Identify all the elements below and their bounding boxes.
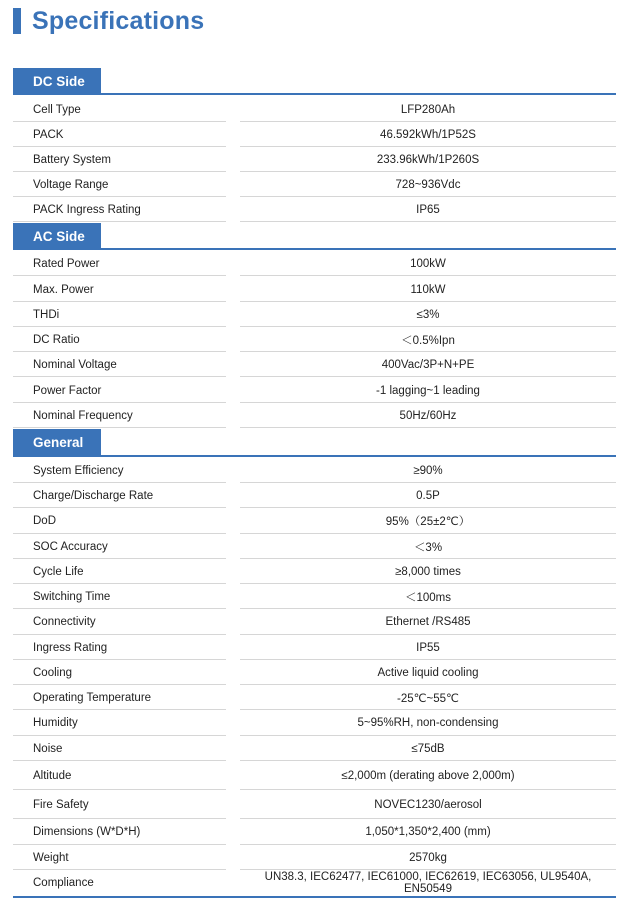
spec-row (13, 710, 616, 736)
row-separator (13, 275, 226, 276)
spec-value: ≥90% (413, 464, 443, 477)
spec-value: 728~936Vdc (395, 178, 461, 191)
spec-value: NOVEC1230/aerosol (374, 798, 482, 811)
section-header: General (13, 429, 101, 455)
spec-value: IP65 (416, 203, 440, 216)
spec-row (13, 122, 616, 147)
spec-value: 1,050*1,350*2,400 (mm) (365, 826, 491, 838)
spec-label: Nominal Voltage (33, 358, 117, 371)
spec-value: 95%（25±2℃） (385, 516, 471, 528)
spec-label: Cooling (33, 666, 72, 679)
spec-label: THDi (33, 308, 60, 321)
spec-row (13, 845, 616, 870)
spec-row (13, 534, 616, 559)
spec-label: Altitude (33, 769, 72, 782)
spec-row (13, 352, 616, 377)
spec-row (13, 790, 616, 819)
spec-value: 110kW (410, 283, 446, 296)
section-divider (13, 248, 616, 250)
spec-value: ＜3% (413, 541, 443, 554)
spec-label: Compliance (33, 876, 94, 889)
spec-label: Nominal Frequency (33, 409, 133, 422)
spec-value: -1 lagging~1 leading (376, 384, 480, 397)
spec-value: -25℃~55℃ (397, 692, 459, 705)
section-header: DC Side (13, 68, 101, 94)
spec-label: Power Factor (33, 384, 102, 397)
spec-value: ≤3% (416, 308, 440, 321)
spec-value: ≤75dB (411, 742, 445, 755)
row-separator (13, 221, 226, 222)
spec-value: LFP280Ah (400, 103, 456, 116)
table-bottom-divider (13, 896, 616, 898)
spec-label: Ingress Rating (33, 641, 108, 654)
spec-label: Connectivity (33, 616, 96, 628)
spec-label: Cycle Life (33, 565, 84, 578)
spec-label: PACK Ingress Rating (33, 203, 141, 216)
spec-row (13, 870, 616, 895)
spec-value: Ethernet /RS485 (385, 616, 471, 628)
spec-row (13, 483, 616, 508)
spec-row (13, 559, 616, 584)
spec-row (13, 172, 616, 197)
row-separator (13, 376, 226, 377)
spec-value: 50Hz/60Hz (399, 409, 457, 422)
spec-row (13, 458, 616, 483)
spec-row (13, 378, 616, 403)
spec-label: Operating Temperature (33, 691, 152, 704)
row-separator (13, 427, 226, 428)
spec-label: DoD (33, 515, 57, 527)
spec-label: DC Ratio (33, 333, 80, 346)
spec-value: ＜0.5%Ipn (401, 334, 455, 347)
spec-row (13, 660, 616, 685)
spec-value: ＜100ms (404, 591, 452, 604)
page-title: Specifications (32, 6, 205, 35)
spec-label: System Efficiency (33, 464, 124, 477)
section-divider (13, 455, 616, 457)
spec-value: UN38.3, IEC62477, IEC61000, IEC62619, IEC63056, UL9540A, EN50549 (264, 870, 592, 895)
spec-value: 5~95%RH, non-condensing (357, 717, 499, 729)
spec-label: Rated Power (33, 257, 100, 270)
section-divider (13, 93, 616, 95)
spec-row (13, 736, 616, 761)
spec-value: 2570kg (409, 851, 447, 864)
spec-label: Cell Type (33, 103, 81, 116)
spec-label: Fire Safety (33, 798, 89, 811)
row-separator (240, 376, 616, 377)
spec-label: Weight (33, 851, 69, 864)
spec-row (13, 147, 616, 172)
spec-value: 233.96kWh/1P260S (376, 153, 480, 166)
spec-row (13, 97, 616, 122)
spec-label: Max. Power (33, 283, 94, 296)
spec-label: Humidity (33, 717, 78, 729)
spec-label: Noise (33, 742, 63, 755)
spec-label: Charge/Discharge Rate (33, 489, 154, 502)
spec-label: Switching Time (33, 590, 111, 603)
spec-label: PACK (33, 128, 64, 141)
row-separator (240, 427, 616, 428)
spec-row (13, 277, 616, 302)
spec-row (13, 302, 616, 327)
spec-row (13, 635, 616, 660)
title-accent-bar (13, 8, 21, 34)
spec-label: Battery System (33, 153, 111, 166)
spec-label: SOC Accuracy (33, 540, 108, 553)
spec-label: Dimensions (W*D*H) (33, 826, 141, 838)
spec-value: IP55 (416, 641, 440, 654)
row-separator (240, 275, 616, 276)
spec-row (13, 197, 616, 222)
spec-row (13, 327, 616, 352)
spec-row (13, 584, 616, 609)
spec-row (13, 685, 616, 710)
spec-value: 0.5P (416, 489, 440, 502)
spec-row (13, 251, 616, 276)
spec-row (13, 403, 616, 428)
section-header: AC Side (13, 223, 101, 249)
spec-value: ≤2,000m (derating above 2,000m) (341, 769, 515, 782)
spec-row (13, 609, 616, 635)
page-header (13, 4, 204, 38)
spec-value: 46.592kWh/1P52S (380, 128, 476, 141)
spec-value: ≥8,000 times (395, 565, 461, 578)
spec-row (13, 508, 616, 534)
spec-label: Voltage Range (33, 178, 109, 191)
spec-row (13, 819, 616, 845)
row-separator (240, 221, 616, 222)
spec-value: 400Vac/3P+N+PE (381, 358, 475, 371)
spec-value: 100kW (410, 257, 446, 270)
spec-value: Active liquid cooling (377, 666, 479, 679)
spec-row (13, 761, 616, 790)
